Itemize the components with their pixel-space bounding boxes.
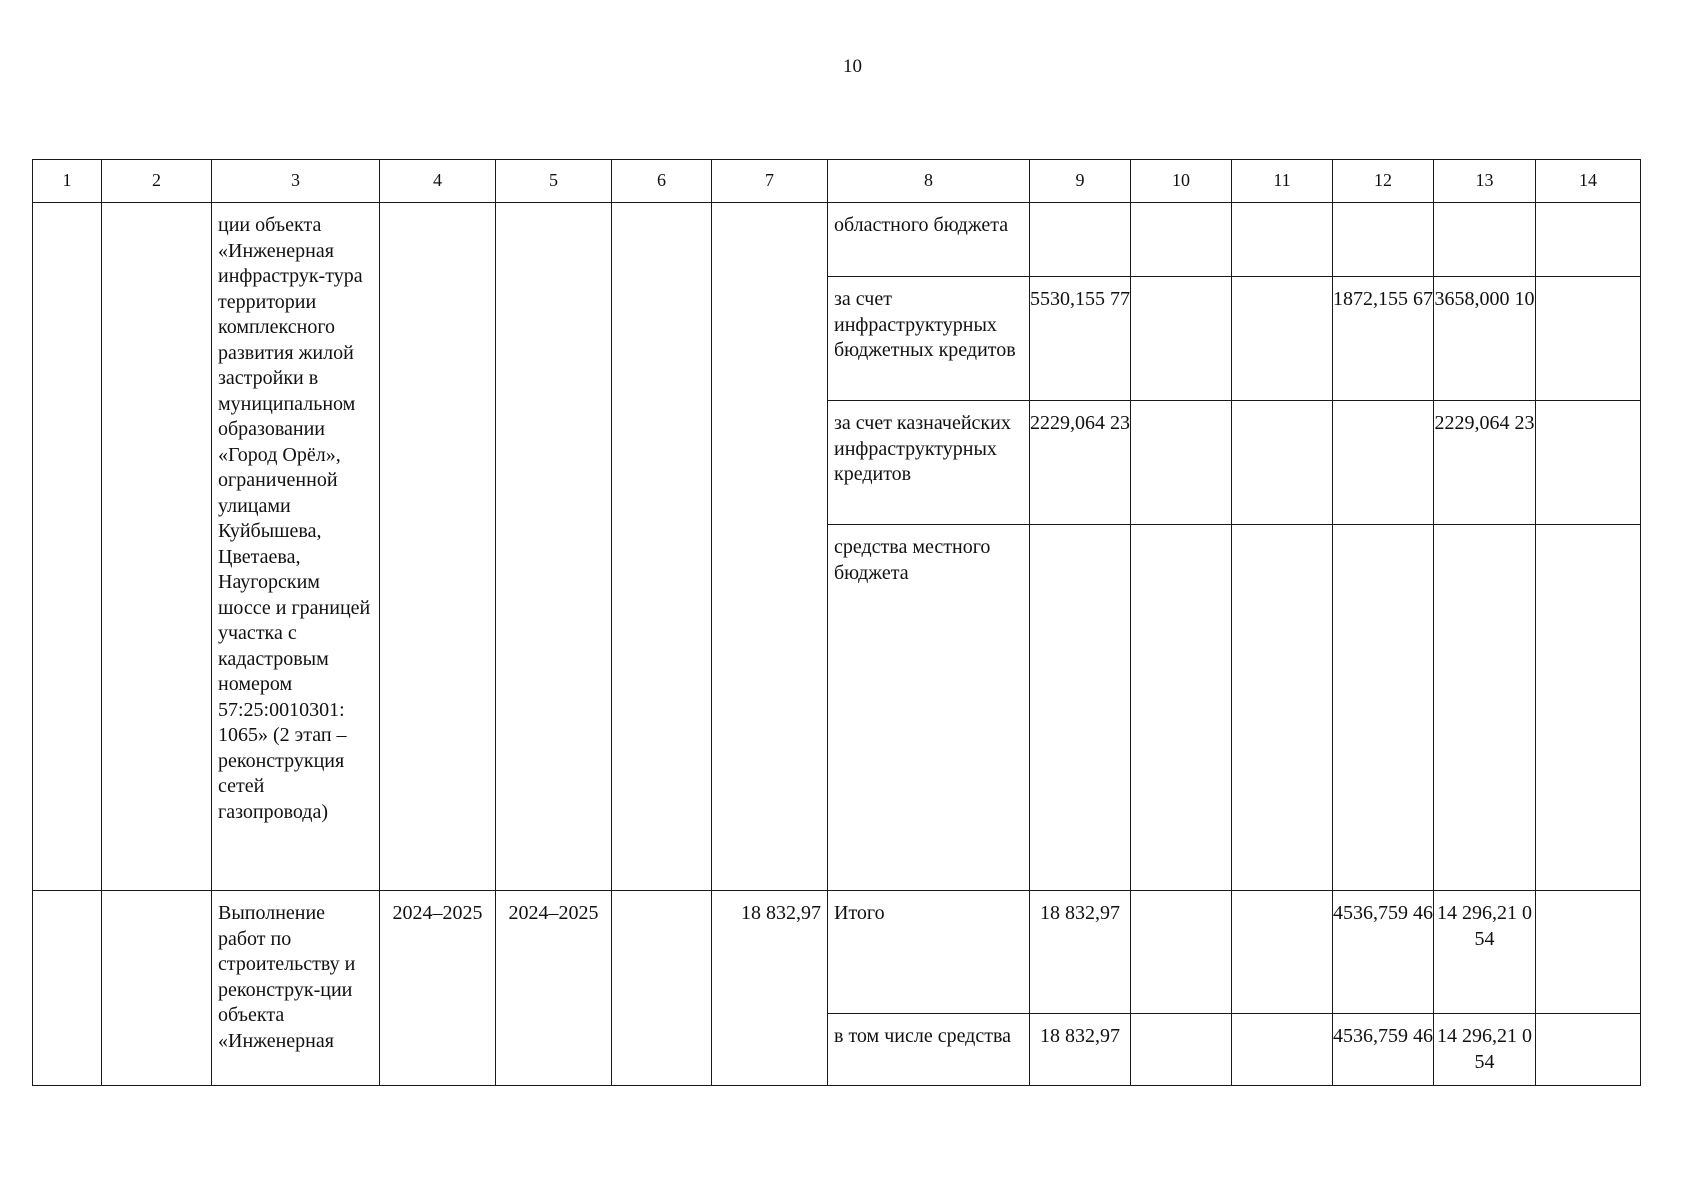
cell-empty bbox=[1232, 401, 1333, 525]
amount-col9 bbox=[1030, 203, 1131, 277]
cell-empty bbox=[1536, 401, 1641, 525]
cell-empty bbox=[1232, 525, 1333, 891]
amount-col9: 18 832,97 bbox=[1030, 891, 1131, 1014]
header-cell: 5 bbox=[496, 160, 612, 203]
amount-col13: 14 296,21 054 bbox=[1434, 1014, 1536, 1086]
cell-empty bbox=[1232, 277, 1333, 401]
header-cell: 12 bbox=[1333, 160, 1434, 203]
start-period: 2024–2025 bbox=[380, 891, 496, 1086]
amount-col13 bbox=[1434, 203, 1536, 277]
funding-source: за счет инфраструктурных бюджетных кредитов bbox=[828, 277, 1030, 401]
header-cell: 2 bbox=[102, 160, 212, 203]
cell-empty bbox=[496, 203, 612, 891]
table-row bbox=[33, 203, 1641, 277]
amount-col12: 4536,759 46 bbox=[1333, 891, 1434, 1014]
cell-empty bbox=[612, 203, 712, 891]
header-cell: 11 bbox=[1232, 160, 1333, 203]
budget-table bbox=[32, 159, 1641, 1086]
cell-empty bbox=[1131, 277, 1232, 401]
header-row bbox=[33, 160, 1641, 203]
amount-col9: 18 832,97 bbox=[1030, 1014, 1131, 1086]
cell-empty bbox=[33, 203, 102, 891]
amount-col9 bbox=[1030, 525, 1131, 891]
funding-source: за счет казначейских инфраструктурных кредитов bbox=[828, 401, 1030, 525]
funding-source: в том числе средства bbox=[828, 1014, 1030, 1086]
cell-empty bbox=[1536, 891, 1641, 1014]
cell-empty bbox=[1131, 525, 1232, 891]
amount-col13: 14 296,21 054 bbox=[1434, 891, 1536, 1014]
cell-empty bbox=[612, 891, 712, 1086]
cell-empty bbox=[102, 891, 212, 1086]
amount-col12 bbox=[1333, 525, 1434, 891]
cell-empty bbox=[1232, 203, 1333, 277]
amount-col12: 1872,155 67 bbox=[1333, 277, 1434, 401]
header-cell: 4 bbox=[380, 160, 496, 203]
cell-empty bbox=[1131, 891, 1232, 1014]
header-cell: 9 bbox=[1030, 160, 1131, 203]
cell-empty bbox=[712, 203, 828, 891]
cell-empty bbox=[33, 891, 102, 1086]
header-cell: 8 bbox=[828, 160, 1030, 203]
amount-col9: 5530,155 77 bbox=[1030, 277, 1131, 401]
cell-empty bbox=[1536, 277, 1641, 401]
amount-col12 bbox=[1333, 203, 1434, 277]
end-period: 2024–2025 bbox=[496, 891, 612, 1086]
header-cell: 13 bbox=[1434, 160, 1536, 203]
total-cost: 18 832,97 bbox=[712, 891, 828, 1086]
funding-source: Итого bbox=[828, 891, 1030, 1014]
cell-empty bbox=[1536, 1014, 1641, 1086]
header-cell: 7 bbox=[712, 160, 828, 203]
header-cell: 3 bbox=[212, 160, 380, 203]
cell-empty bbox=[1131, 401, 1232, 525]
header-cell: 14 bbox=[1536, 160, 1641, 203]
header-cell: 1 bbox=[33, 160, 102, 203]
header-cell: 6 bbox=[612, 160, 712, 203]
cell-empty bbox=[1536, 525, 1641, 891]
amount-col13 bbox=[1434, 525, 1536, 891]
cell-empty bbox=[1536, 203, 1641, 277]
object-description: Выполнение работ по строительству и реконструк-ции объекта «Инженерная bbox=[212, 891, 380, 1086]
funding-source: средства местного бюджета bbox=[828, 525, 1030, 891]
page-number: 10 bbox=[843, 56, 862, 77]
amount-col12 bbox=[1333, 401, 1434, 525]
cell-empty bbox=[1131, 1014, 1232, 1086]
amount-col13: 2229,064 23 bbox=[1434, 401, 1536, 525]
object-description: ции объекта «Инженерная инфраструк-тура территории комплексного развития жилой застройки в муниципальном образовании «Город Орёл», ограниченной улицами Куйбышева, Цветаева, Наугорским шоссе и границей участка с кадастровым номером 57:25:0010301: 1065» (2 этап – реконструкция сетей газопровода) bbox=[212, 203, 380, 891]
amount-col13: 3658,000 10 bbox=[1434, 277, 1536, 401]
cell-empty bbox=[1131, 203, 1232, 277]
cell-empty bbox=[1232, 891, 1333, 1014]
cell-empty bbox=[380, 203, 496, 891]
cell-empty bbox=[102, 203, 212, 891]
amount-col9: 2229,064 23 bbox=[1030, 401, 1131, 525]
cell-empty bbox=[1232, 1014, 1333, 1086]
table-row bbox=[33, 891, 1641, 1014]
amount-col12: 4536,759 46 bbox=[1333, 1014, 1434, 1086]
funding-source: областного бюджета bbox=[828, 203, 1030, 277]
header-cell: 10 bbox=[1131, 160, 1232, 203]
